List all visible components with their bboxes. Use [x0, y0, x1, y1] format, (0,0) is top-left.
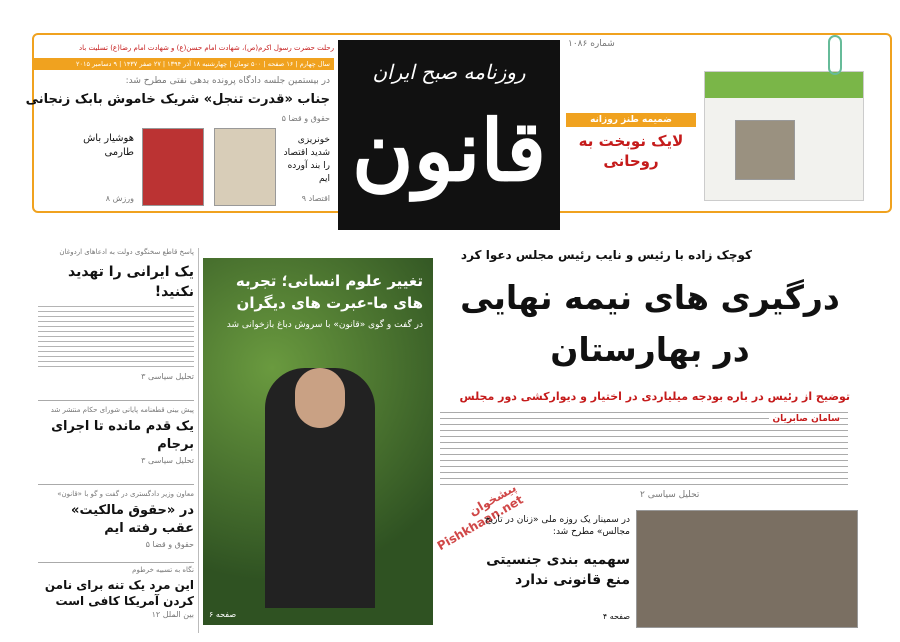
- sidebar-divider: [38, 484, 194, 485]
- seminar-kicker: در سمینار یک روزه ملی «زنان در تاریخ مجالس» مطرح شد:: [484, 515, 630, 537]
- sidebar-divider: [38, 562, 194, 563]
- main-kicker: کوچک زاده با رئیس و نایب رئیس مجلس دعوا کرد: [460, 248, 752, 262]
- top-left-kicker: در بیستمین جلسه دادگاه پرونده بدهی نفتی مطرح شد:: [125, 76, 330, 86]
- supplement-title[interactable]: لایک نوبخت به روحانی: [578, 132, 684, 170]
- top-left-mid-text: خونریزی شدید اقتصاد را بند آورده ایم: [283, 135, 330, 184]
- player-section: ورزش ۸: [105, 194, 134, 203]
- supplement-thumbnail[interactable]: [704, 71, 864, 201]
- sidebar-kicker: معاون وزیر دادگستری در گفت و گو با «قانون»: [57, 490, 194, 498]
- column-rule: [198, 248, 199, 633]
- masthead: [338, 40, 560, 230]
- sidebar-headline: این مرد یک تنه برای نامن کردن آمریکا کافی است: [44, 578, 194, 608]
- seminar-photo: [636, 510, 858, 628]
- top-left-mid-section: اقتصاد ۹: [301, 194, 330, 203]
- top-left-section: حقوق و قضا ۵: [281, 114, 330, 123]
- supplement-label: ضمیمه طنز روزانه: [566, 113, 696, 127]
- main-headline[interactable]: درگیری های نیمه نهایی در بهارستان: [460, 278, 840, 369]
- sidebar-section: تحلیل سیاسی ۳: [141, 456, 194, 465]
- sidebar-kicker: پاسخ قاطع سخنگوی دولت به ادعاهای اردوغان: [59, 248, 194, 256]
- top-left-headline[interactable]: جناب «قدرت تنجل» شریک خاموش بابک زنجانی: [25, 92, 330, 107]
- masthead-title: قانون: [351, 101, 547, 200]
- main-section: تحلیل سیاسی ۲: [640, 490, 700, 500]
- top-right-block: [564, 35, 892, 213]
- masthead-subtitle: روزنامه صبح ایران: [372, 60, 526, 84]
- sidebar-kicker: پیش بینی قطعنامه پایانی شورای حکام منتشر شد: [50, 406, 194, 414]
- supplement-thumb-band: [705, 72, 863, 98]
- sidebar: [38, 248, 194, 633]
- interview-block[interactable]: [203, 258, 433, 625]
- sidebar-item[interactable]: [38, 248, 194, 388]
- date-line: سال چهارم | ۱۶ صفحه | ۵۰۰ تومان | چهارشنبه ۱۸ آذر ۱۳۹۴ | ۲۷ صفر ۱۴۳۷ | ۹ دسامبر ۲۰۱۵: [34, 58, 334, 70]
- sidebar-section: تحلیل سیاسی ۳: [141, 372, 194, 381]
- politician-photo: [214, 128, 276, 206]
- sidebar-kicker: نگاه به تسبیه خرطوم: [132, 566, 194, 574]
- main-subhead: توضیح از رئیس در باره بودجه میلیاردی در اختیار و دیوارکشی دور مجلس: [459, 390, 850, 403]
- sidebar-item[interactable]: [38, 490, 194, 549]
- sidebar-item[interactable]: [38, 406, 194, 465]
- interview-subhead: در گفت و گوی «قانون» با سروش دباغ بازخوانی شد: [226, 320, 423, 330]
- interviewee-photo: [265, 368, 375, 608]
- header-ribbon: رحلت حضرت رسول اکرم(ص)، شهادت امام حسن(ع) و شهادت امام رضا(ع) تسلیت باد: [79, 44, 334, 52]
- supplement-thumb-photo: [735, 120, 795, 180]
- top-left-block: [25, 44, 334, 216]
- sidebar-divider: [38, 400, 194, 401]
- seminar-headline[interactable]: سهمیه بندی جنسیتی منع قانونی ندارد: [486, 552, 630, 588]
- interview-headline: تغییر علوم انسانی؛ تجربه های ما-عبرت های دیگران: [235, 272, 423, 312]
- main-byline: سامان صابریان: [769, 414, 841, 424]
- pishkhaan-watermark: پیشخوان Pishkhaan.net: [434, 480, 526, 554]
- sidebar-headline: در «حقوق مالکیت» عقب رفته ایم: [71, 503, 194, 536]
- player-name: هوشیار باش طارمی: [83, 133, 134, 158]
- issue-number: شماره ۱۰۸۶: [568, 39, 615, 49]
- sidebar-section: حقوق و قضا ۵: [145, 540, 194, 549]
- sidebar-headline: یک ایرانی را تهدید نکنید!: [68, 264, 194, 300]
- paperclip-icon: [828, 35, 842, 75]
- seminar-page: صفحه ۴: [602, 612, 630, 621]
- sidebar-headline: یک قدم مانده تا اجرای برجام: [51, 419, 194, 452]
- interviewee-face: [295, 368, 345, 428]
- sidebar-body: [38, 306, 194, 370]
- player-photo: [142, 128, 204, 206]
- sidebar-section: بین الملل ۱۲: [151, 610, 194, 619]
- interview-page: صفحه ۶: [209, 610, 237, 619]
- sidebar-item[interactable]: [38, 566, 194, 619]
